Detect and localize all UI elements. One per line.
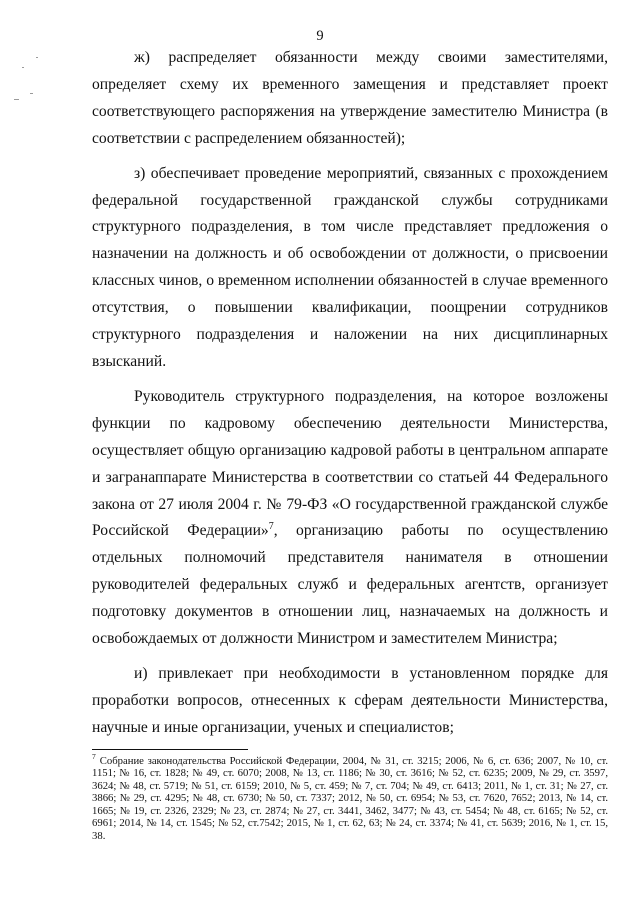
paragraph-zh: ж) распределяет обязанности между своими заместителями, определяет схему их временного замещения и представляет проект соответствующего распоряжения на утверждение заместителю Министра (в соответствии с распределением обязанностей); <box>92 49 608 147</box>
footnote-reference: 7 <box>268 521 274 533</box>
scan-artifact <box>30 93 33 94</box>
paragraph-text-after-ref: , организацию работы по осуществлению отдельных полномочий представителя нанимателя в отношении руководителей федеральных служб и федеральных агентств, организует подготовку документов в отношении лиц, назначаемых на должность и освобождаемых от должности Министром и заместителем Министра; <box>92 522 608 648</box>
footnote-separator <box>92 749 248 750</box>
footnote <box>92 752 608 842</box>
body-text <box>92 45 608 742</box>
paragraph-text-before-ref: Руководитель структурного подразделения, на которое возложены функции по кадровому обеспечению деятельности Министерства, осуществляет общую организацию кадровой работы в центральном аппарате и загранаппарате Министерства в соответствии со статьей 44 Федерального закона от 27 июля 2004 г. № 79-ФЗ «О государственной гражданской службе Российской Федерации» <box>92 387 608 540</box>
footnote-text: Собрание законодательства Российской Федерации, 2004, № 31, ст. 3215; 2006, № 6, ст. 636; 2007, № 10, ст. 1151; № 16, ст. 1828; № 49, ст. 6070; 2008, № 13, ст. 1186; № 30, ст. 3616; № 52, ст. 6235; 2009, № 29, ст. 3597, 3624; № 48, ст. 5719; № 51, ст. 6159; 2010, № 5, ст. 459; № 7, ст. 704; № 49, ст. 6413; 2011, № 1, ст. 31; № 27, ст. 3866; № 29, ст. 4295; № 48, ст. 6730; № 50, ст. 7337; 2012, № 50, ст. 6954; № 53, ст. 7620, 7652; 2013, № 14, ст. 1665; № 19, ст. 2326, 2329; № 23, ст. 2874; № 27, ст. 3441, 3462, 3477; № 43, ст. 5454; № 48, ст. 6165; № 52, ст. 6961; 2014, № 14, ст. 1545; № 52, ст.7542; 2015, № 1, ст. 62, 63; № 24, ст. 3374; № 41, ст. 5639; 2016, № 1, ст. 15, 38. <box>92 755 608 842</box>
scan-artifact <box>22 67 24 68</box>
paragraph-i: и) привлекает при необходимости в установленном порядке для проработки вопросов, отнесенных к сферам деятельности Министерства, научные и иные организации, ученых и специалистов; <box>92 664 608 736</box>
paragraph-head-of-hr-unit <box>92 384 608 653</box>
paragraph-z: з) обеспечивает проведение мероприятий, связанных с прохождением федеральной государственной гражданской службы сотрудниками структурного подразделения, в том числе представляет предложения о назначении на должность и об освобождении от должности, о присвоении классных чинов, о временном исполнении обязанностей в случае временного отсутствия, о повышении квалификации, поощрении сотрудников структурного подразделения и наложении на них дисциплинарных взысканий. <box>92 164 608 370</box>
page-number: 9 <box>316 28 324 44</box>
footnote-number: 7 <box>92 752 96 762</box>
scan-artifact <box>36 57 38 58</box>
scan-artifact <box>14 99 19 100</box>
